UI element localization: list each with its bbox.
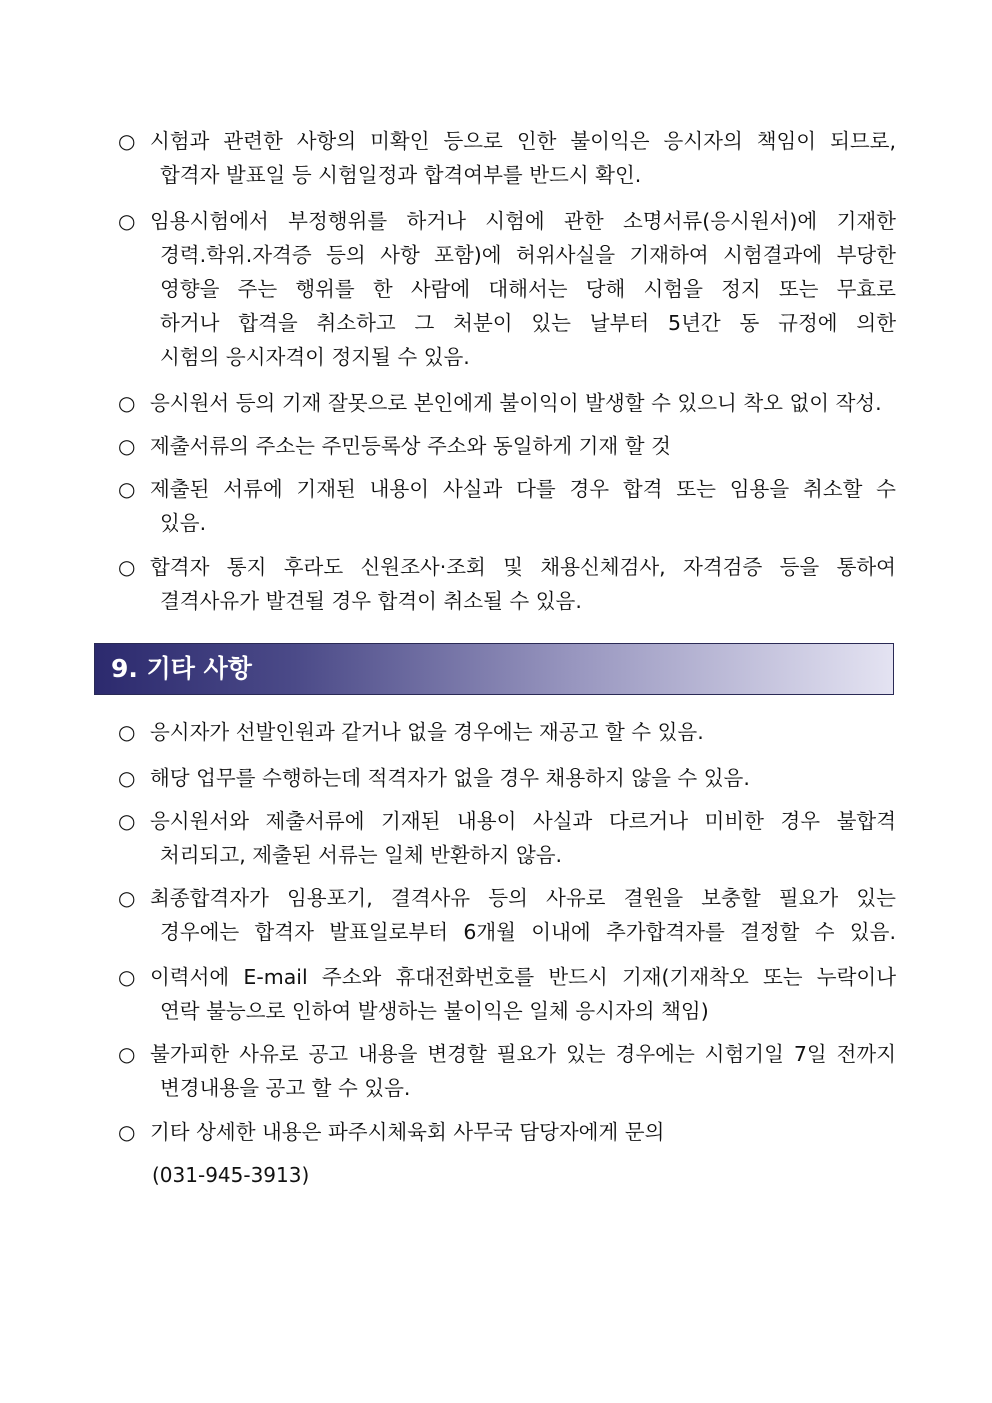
notice-3-line-1: ○ 응시원서 등의 기재 잘못으로 본인에게 불이익이 발생할 수 있으니 착오 없이 작성. xyxy=(118,386,896,420)
circle-bullet-icon: ○ xyxy=(118,477,136,501)
circle-bullet-icon: ○ xyxy=(118,209,136,233)
notice-6-line-2: 결격사유가 발견될 경우 합격이 취소될 수 있음. xyxy=(160,589,582,613)
notice-1 xyxy=(118,124,896,192)
notice-4 xyxy=(118,429,896,463)
notice-10 xyxy=(118,881,896,949)
circle-bullet-icon: ○ xyxy=(118,886,136,910)
notice-2-line-3: 영향을 주는 행위를 한 사람에 대해서는 당해 시험을 정지 또는 무효로 xyxy=(160,277,896,301)
notice-2-line-4: 하거나 합격을 취소하고 그 처분이 있는 날부터 5년간 동 규정에 의한 xyxy=(160,311,896,335)
notice-8 xyxy=(118,761,896,795)
circle-bullet-icon: ○ xyxy=(118,555,136,579)
notice-2-line-5: 시험의 응시자격이 정지될 수 있음. xyxy=(160,345,470,369)
notice-1-line-2: 합격자 발표일 등 시험일정과 합격여부를 반드시 확인. xyxy=(160,163,642,187)
notice-2-line-2: 경력.학위.자격증 등의 사항 포함)에 허위사실을 기재하여 시험결과에 부당한 xyxy=(160,243,896,267)
notice-12-line-2: 변경내용을 공고 할 수 있음. xyxy=(160,1076,411,1100)
notice-2 xyxy=(118,204,896,374)
notice-9 xyxy=(118,804,896,872)
notice-6-line-1: ○ 합격자 통지 후라도 신원조사·조회 및 채용신체검사, 자격검증 등을 통하여 xyxy=(118,550,896,584)
circle-bullet-icon: ○ xyxy=(118,391,136,415)
notice-10-line-1: ○ 최종합격자가 임용포기, 결격사유 등의 사유로 결원을 보충할 필요가 있는 xyxy=(118,881,896,915)
circle-bullet-icon: ○ xyxy=(118,434,136,458)
notice-5-line-2: 있음. xyxy=(160,511,207,535)
notice-7 xyxy=(118,715,896,749)
notice-7-line-1: ○ 응시자가 선발인원과 같거나 없을 경우에는 재공고 할 수 있음. xyxy=(118,715,896,749)
section-header xyxy=(94,643,894,695)
notice-2-line-1: ○ 임용시험에서 부정행위를 하거나 시험에 관한 소명서류(응시원서)에 기재한 xyxy=(118,204,896,238)
circle-bullet-icon: ○ xyxy=(118,809,136,833)
notice-12 xyxy=(118,1037,896,1105)
notice-8-line-1: ○ 해당 업무를 수행하는데 적격자가 없을 경우 채용하지 않을 수 있음. xyxy=(118,761,896,795)
notice-6 xyxy=(118,550,896,618)
circle-bullet-icon: ○ xyxy=(118,965,136,989)
circle-bullet-icon: ○ xyxy=(118,1042,136,1066)
notice-1-line-1: ○ 시험과 관련한 사항의 미확인 등으로 인한 불이익은 응시자의 책임이 되므로, xyxy=(118,124,896,158)
notice-13 xyxy=(118,1115,896,1149)
circle-bullet-icon: ○ xyxy=(118,766,136,790)
circle-bullet-icon: ○ xyxy=(118,129,136,153)
notice-9-line-2: 처리되고, 제출된 서류는 일체 반환하지 않음. xyxy=(160,843,563,867)
notice-13-line-1: ○ 기타 상세한 내용은 파주시체육회 사무국 담당자에게 문의 xyxy=(118,1115,896,1149)
notice-12-line-1: ○ 불가피한 사유로 공고 내용을 변경할 필요가 있는 경우에는 시험기일 7일 전까지 xyxy=(118,1037,896,1071)
notice-5-line-1: ○ 제출된 서류에 기재된 내용이 사실과 다를 경우 합격 또는 임용을 취소할 수 xyxy=(118,472,896,506)
notice-10-line-2: 경우에는 합격자 발표일로부터 6개월 이내에 추가합격자를 결정할 수 있음. xyxy=(160,920,896,944)
notice-11-line-2: 연락 불능으로 인하여 발생하는 불이익은 일체 응시자의 책임) xyxy=(160,999,709,1023)
circle-bullet-icon: ○ xyxy=(118,1120,136,1144)
notice-3 xyxy=(118,386,896,420)
notice-4-line-1: ○ 제출서류의 주소는 주민등록상 주소와 동일하게 기재 할 것 xyxy=(118,429,896,463)
circle-bullet-icon: ○ xyxy=(118,720,136,744)
notice-9-line-1: ○ 응시원서와 제출서류에 기재된 내용이 사실과 다르거나 미비한 경우 불합격 xyxy=(118,804,896,838)
notice-11 xyxy=(118,960,896,1028)
section-title: 9. 기타 사항 xyxy=(111,654,252,683)
notice-5 xyxy=(118,472,896,540)
contact-phone: (031-945-3913) xyxy=(152,1163,310,1187)
notice-11-line-1: ○ 이력서에 E-mail 주소와 휴대전화번호를 반드시 기재(기재착오 또는 누락이나 xyxy=(118,960,896,994)
